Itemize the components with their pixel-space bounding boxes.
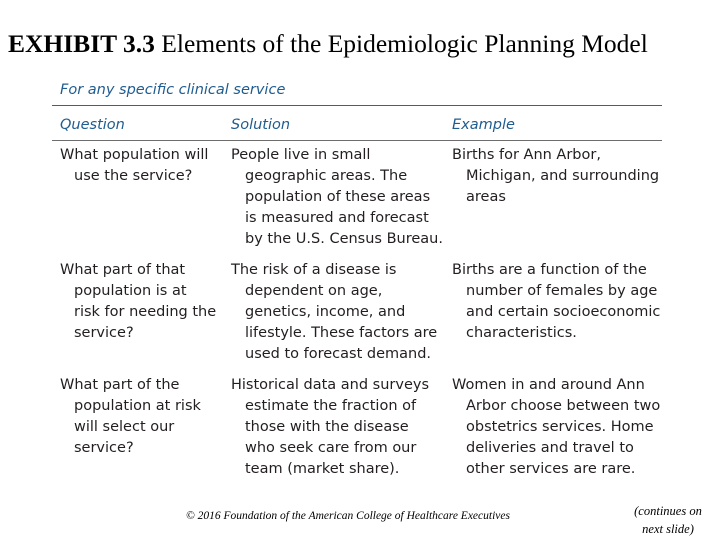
header-rule bbox=[52, 140, 662, 141]
continues-note: (continues on next slide) bbox=[634, 504, 702, 536]
row-2-solution: The risk of a disease is dependent on age, genetics, income, and lifestyle. These factors are used to forecast demand. bbox=[231, 262, 438, 362]
column-header-solution: Solution bbox=[231, 117, 291, 133]
row-1-example: Births for Ann Arbor, Michigan, and surrounding areas bbox=[452, 147, 660, 205]
column-header-example: Example bbox=[452, 117, 515, 133]
row-2-question: What part of that population is at risk for needing the service? bbox=[60, 262, 217, 341]
slide-title bbox=[8, 27, 714, 61]
row-3-example: Women in and around Ann Arbor choose between two obstetrics services. Home deliveries and travel to other services are rare. bbox=[452, 377, 661, 477]
column-header-question: Question bbox=[60, 117, 125, 133]
row-1-question: What population will use the service? bbox=[60, 147, 209, 184]
row-1-solution: People live in small geographic areas. The population of these areas is measured and forecast by the U.S. Census Bureau. bbox=[231, 147, 443, 247]
row-3-solution: Historical data and surveys estimate the fraction of those with the disease who seek care from our team (market share). bbox=[231, 377, 430, 477]
table-top-rule bbox=[52, 105, 662, 106]
row-2-example: Births are a function of the number of females by age and certain socioeconomic characteristics. bbox=[452, 262, 661, 341]
table-caption: For any specific clinical service bbox=[60, 82, 286, 98]
exhibit-number: EXHIBIT 3.3 bbox=[8, 29, 155, 58]
copyright-footer: © 2016 Foundation of the American College of Healthcare Executives bbox=[186, 510, 510, 522]
exhibit-title-text: Elements of the Epidemiologic Planning Model bbox=[154, 29, 648, 58]
row-3-question: What part of the population at risk will select our service? bbox=[60, 377, 201, 456]
